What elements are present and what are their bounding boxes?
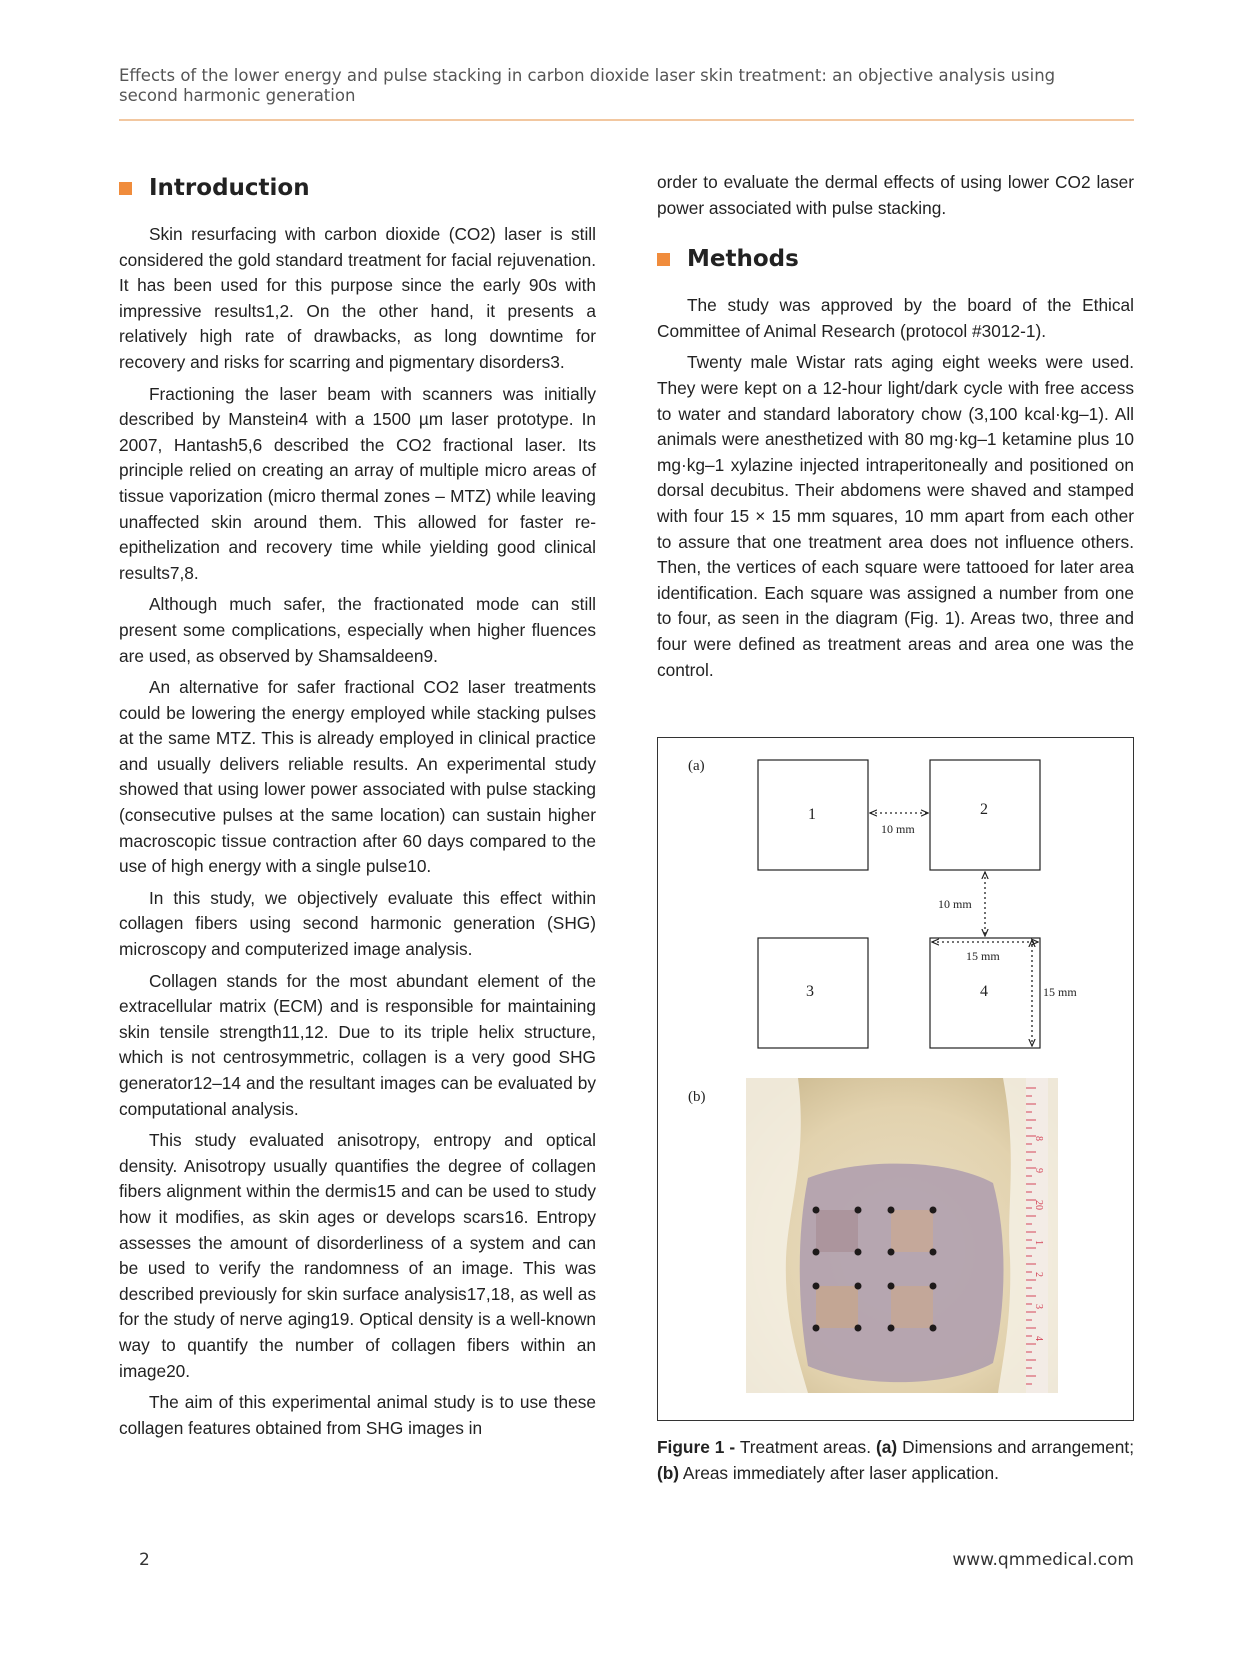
journal-website-link[interactable]: www.qmmedical.com <box>952 1550 1134 1570</box>
header-divider <box>119 119 1134 121</box>
right-column <box>657 170 1134 689</box>
figure-1-caption <box>657 1434 1134 1486</box>
caption-a-text: Dimensions and arrangement; <box>897 1437 1135 1457</box>
introduction-heading <box>119 170 596 206</box>
running-header <box>119 66 1139 106</box>
left-column <box>119 170 596 1447</box>
caption-b-label: (b) <box>657 1463 680 1483</box>
ruler-number: 3 <box>1033 1304 1044 1309</box>
intro-paragraph-6: Collagen stands for the most abundant element of the extracellular matrix (ECM) and is responsible for maintaining skin tensile strength11,12. Due to its triple helix structure, which is not centrosymmetric, collagen is a very good SHG generator12–14 and the resultant images can be evaluated by computational analysis. <box>119 970 596 1119</box>
methods-heading <box>657 241 1134 277</box>
ruler-number: 20 <box>1033 1200 1044 1210</box>
ruler-number: 1 <box>1033 1240 1044 1245</box>
section-bullet-icon <box>119 182 132 195</box>
ruler-number: 9 <box>1033 1168 1044 1173</box>
square-3-label: 3 <box>806 983 814 1000</box>
page-number: 2 <box>139 1550 150 1570</box>
ruler-number: 8 <box>1033 1136 1044 1141</box>
intro-continuation: order to evaluate the dermal effects of using lower CO2 laser power associated with pulse stacking. <box>657 172 1134 218</box>
panel-b-label: (b) <box>688 1089 706 1105</box>
caption-text: Treatment areas. <box>735 1437 876 1457</box>
intro-paragraph-4: An alternative for safer fractional CO2 laser treatments could be lowering the energy employed while stacking pulses at the same MTZ. This is already employed in clinical practice and usually delivers reliable results. An experimental study showed that using lower power associated with pulse stacking (consecutive pulses at the same location) can sustain higher macroscopic tissue contraction after 60 days compared to the use of high energy with a single pulse10. <box>119 677 596 877</box>
intro-paragraph-1: Skin resurfacing with carbon dioxide (CO2) laser is still considered the gold standard treatment for facial rejuvenation. It has been used for this purpose since the early 90s with impressive results1,2. On the other hand, it presents a relatively high rate of drawbacks, as long downtime for recovery and risks for scarring and pigmentary disorders3. <box>119 224 596 372</box>
caption-a-label: (a) <box>876 1437 898 1457</box>
horizontal-distance-label: 10 mm <box>881 822 915 836</box>
methods-title: Methods <box>687 246 799 273</box>
caption-b-text: Areas immediately after laser application. <box>679 1463 999 1483</box>
square-1-label: 1 <box>808 806 816 823</box>
panel-a-label: (a) <box>688 758 705 774</box>
square-width-label: 15 mm <box>966 949 1000 963</box>
running-header-line-1: Effects of the lower energy and pulse stacking in carbon dioxide laser skin treatment: an objective analysis using <box>119 66 1056 85</box>
running-header-line-2: second harmonic generation <box>119 86 356 105</box>
square-2-label: 2 <box>980 801 988 818</box>
square-height-label: 15 mm <box>1043 985 1077 999</box>
vertical-distance-label: 10 mm <box>938 897 972 911</box>
measuring-ruler <box>1026 1078 1048 1393</box>
intro-paragraph-2: Fractioning the laser beam with scanners was initially described by Manstein4 with a 1500 µm laser prototype. In 2007, Hantash5,6 described the CO2 fractional laser. Its principle relied on creating an array of multiple micro areas of tissue vaporization (micro thermal zones – MTZ) while leaving unaffected skin around them. This allowed for faster re-epithelization and recovery time while yielding good clinical results7,8. <box>119 383 596 583</box>
figure-1-graphic <box>658 738 1133 1420</box>
figure-1 <box>657 737 1134 1421</box>
introduction-title: Introduction <box>149 175 310 201</box>
section-bullet-icon <box>657 253 670 266</box>
intro-paragraph-3: Although much safer, the fractionated mode can still present some complications, especially when higher fluences are used, as observed by Shamsaldeen9. <box>119 594 596 666</box>
caption-label: Figure 1 - <box>657 1437 736 1457</box>
ruler-number: 2 <box>1033 1272 1044 1277</box>
intro-paragraph-5: In this study, we objectively evaluate this effect within collagen fibers using second harmonic generation (SHG) microscopy and computerized image analysis. <box>119 887 596 960</box>
square-4-label: 4 <box>980 983 988 1000</box>
rat-abdomen-photo <box>746 1078 1058 1393</box>
methods-paragraph-2: Twenty male Wistar rats aging eight weeks were used. They were kept on a 12-hour light/dark cycle with free access to water and standard laboratory chow (3,100 kcal·kg–1). All animals were anesthetized with 80 mg·kg–1 ketamine plus 10 mg·kg–1 xylazine injected intraperitoneally and positioned on dorsal decubitus. Their abdomens were shaved and stamped with four 15 × 15 mm squares, 10 mm apart from each other to assure that one treatment area does not influence others. Then, the vertices of each square were tattooed for later area identification. Each square was assigned a number from one to four, as seen in the diagram (Fig. 1). Areas two, three and four were defined as treatment areas and area one was the control. <box>657 352 1134 680</box>
intro-paragraph-7: This study evaluated anisotropy, entropy and optical density. Anisotropy usually quantifies the degree of collagen fibers alignment within the dermis15 and can be used to study how it modifies, as skin ages or develops scars16. Entropy assesses the amount of disorderliness of a system and can be used to verify the randomness of an image. This was described previously for skin surface analysis17,18, as well as for the study of nerve aging19. Optical density is a well-known way to quantify the number of collagen fibers within an image20. <box>119 1130 596 1381</box>
intro-paragraph-8: The aim of this experimental animal study is to use these collagen features obtained from SHG images in <box>119 1392 596 1438</box>
methods-paragraph-1: The study was approved by the board of the Ethical Committee of Animal Research (protocol #3012-1). <box>657 295 1134 341</box>
ruler-number: 4 <box>1033 1336 1044 1341</box>
